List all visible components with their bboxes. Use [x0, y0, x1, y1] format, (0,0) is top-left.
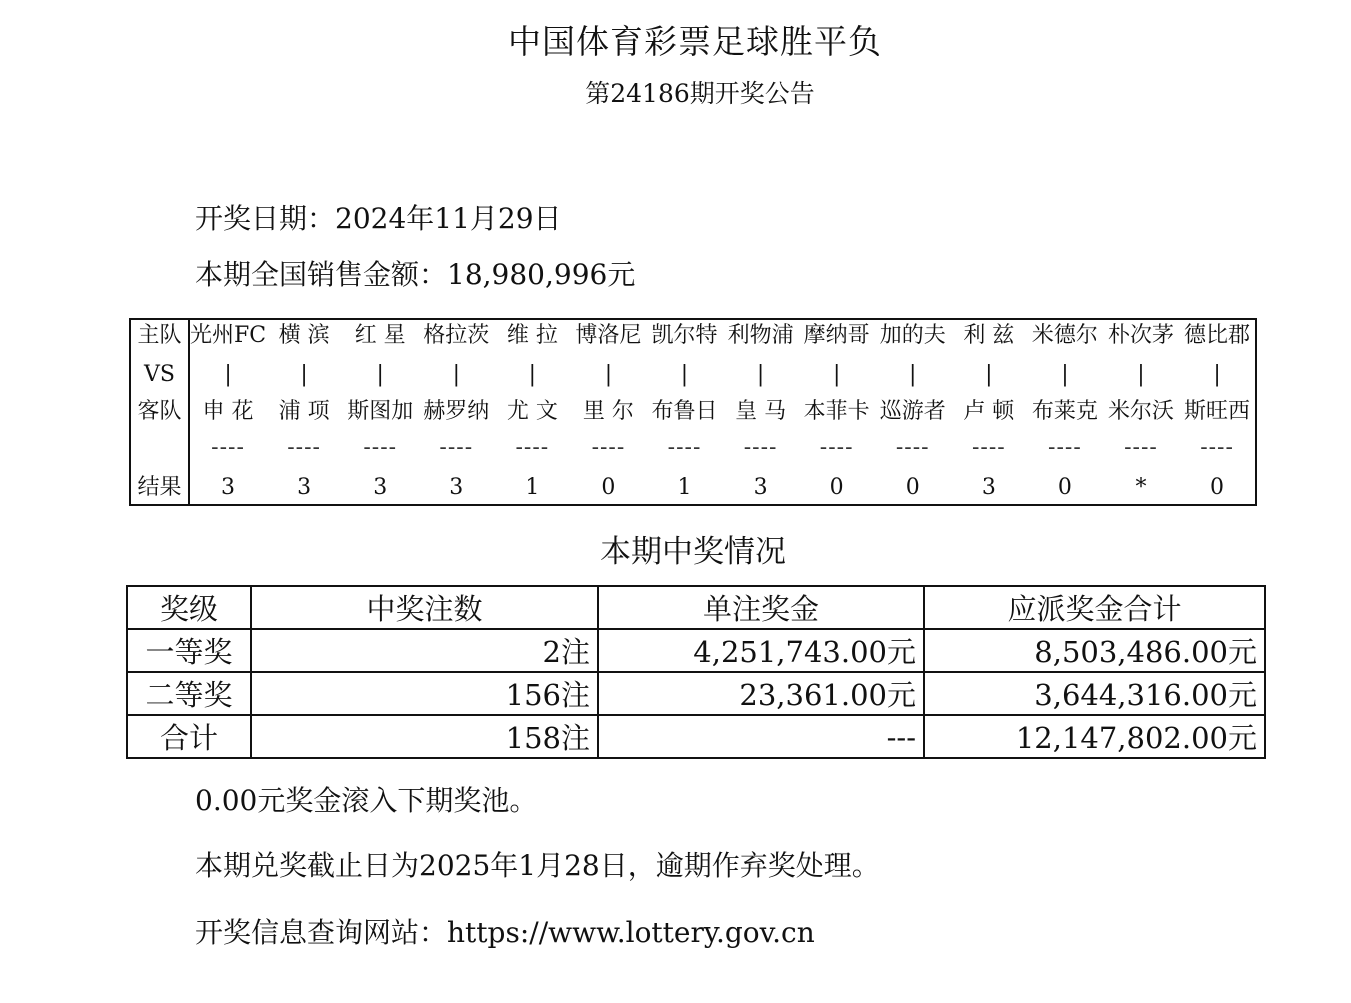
vs-separator: |: [680, 362, 689, 387]
match-result: 3: [981, 475, 996, 500]
away-team: 布莱克: [1031, 399, 1098, 424]
result-label: 结果: [137, 475, 182, 500]
match-column: [1027, 320, 1103, 504]
level-header: 奖级: [127, 586, 251, 629]
unit-prize-header: 单注奖金: [598, 586, 924, 629]
vs-separator: |: [1213, 362, 1221, 387]
vs-separator: |: [376, 362, 384, 387]
home-team: 朴次茅: [1107, 323, 1174, 348]
draw-date: 开奖日期：2024年11月29日: [195, 202, 562, 235]
home-team: 利 兹: [963, 323, 1015, 348]
home-team: 格拉茨: [423, 323, 490, 348]
home-team: 摩纳哥: [803, 323, 870, 348]
away-team: 尤 文: [506, 399, 558, 424]
dash-separator: ----: [363, 435, 398, 460]
vs-separator: |: [604, 362, 613, 387]
dash-separator: ----: [895, 435, 930, 460]
dash-separator: ----: [743, 435, 778, 460]
total-prize-header: 应派奖金合计: [924, 586, 1265, 629]
home-team: 利物浦: [727, 323, 794, 348]
match-column: [570, 320, 646, 504]
match-column: [723, 320, 799, 504]
match-column: [951, 320, 1027, 504]
away-team: 布鲁日: [651, 399, 718, 424]
unit-prize: ---: [598, 715, 924, 758]
match-results-table: [129, 318, 1257, 506]
dash-separator: ----: [211, 435, 245, 460]
match-result: 0: [1057, 475, 1072, 500]
dash-separator: ----: [1048, 435, 1082, 460]
deadline-note: 本期兑奖截止日为2025年1月28日，逾期作弃奖处理。: [195, 849, 880, 882]
total-prize: 12,147,802.00元: [924, 715, 1265, 758]
home-label: 主队: [137, 323, 182, 348]
match-result: *: [1135, 475, 1147, 500]
match-column: [418, 320, 494, 504]
winner-count: 158注: [251, 715, 598, 758]
vs-label: VS: [144, 362, 175, 387]
away-team: 里 尔: [582, 399, 634, 424]
table-row: [127, 629, 1265, 672]
match-column: [494, 320, 570, 504]
home-team: 横 滨: [278, 323, 330, 348]
match-result: 0: [601, 475, 616, 500]
home-team: 红 星: [354, 323, 406, 348]
website-info: 开奖信息查询网站：https://www.lottery.gov.cn: [195, 916, 815, 949]
match-result: 3: [221, 475, 236, 500]
prize-header-row: [127, 586, 1265, 629]
match-column: [342, 320, 418, 504]
total-prize: 8,503,486.00元: [924, 629, 1265, 672]
dash-separator: ----: [1124, 435, 1158, 460]
away-team: 本菲卡: [803, 399, 870, 424]
vs-separator: |: [985, 362, 993, 387]
page-title: 中国体育彩票足球胜平负: [508, 22, 882, 61]
home-team: 米德尔: [1031, 323, 1098, 348]
match-result: 3: [297, 475, 312, 500]
match-column: [266, 320, 342, 504]
home-team: 博洛尼: [575, 323, 642, 348]
vs-separator: |: [224, 362, 232, 387]
dash-separator: ----: [971, 435, 1006, 460]
vs-separator: |: [300, 362, 308, 387]
match-result: 1: [677, 475, 692, 500]
dash-separator: ----: [287, 435, 321, 460]
home-team: 加的夫: [879, 323, 946, 348]
row-labels: [131, 320, 190, 504]
table-row: [127, 715, 1265, 758]
match-result: 3: [373, 475, 388, 500]
match-result: 1: [525, 475, 540, 500]
vs-separator: |: [756, 362, 765, 387]
prize-level: 合计: [127, 715, 251, 758]
away-team: 皇 马: [735, 399, 787, 424]
match-column: [190, 320, 266, 504]
away-team: 赫罗纳: [423, 399, 490, 424]
away-team: 米尔沃: [1107, 399, 1174, 424]
dash-separator: ----: [667, 435, 702, 460]
match-result: 0: [1210, 475, 1225, 500]
prize-table: [126, 585, 1266, 759]
away-team: 巡游者: [879, 399, 946, 424]
count-header: 中奖注数: [251, 586, 598, 629]
away-team: 斯旺西: [1184, 399, 1251, 424]
match-column: [646, 320, 722, 504]
dash-separator: ----: [591, 435, 626, 460]
match-result: 0: [829, 475, 844, 500]
away-team: 浦 项: [278, 399, 330, 424]
match-result: 3: [753, 475, 768, 500]
home-team: 凯尔特: [651, 323, 718, 348]
total-prize: 3,644,316.00元: [924, 672, 1265, 715]
away-team: 申 花: [202, 399, 254, 424]
home-team: 德比郡: [1184, 323, 1251, 348]
prize-level: 二等奖: [127, 672, 251, 715]
match-column: [875, 320, 951, 504]
vs-separator: |: [452, 362, 460, 387]
rollover-note: 0.00元奖金滚入下期奖池。: [195, 784, 538, 817]
match-result: 3: [449, 475, 464, 500]
dash-separator: ----: [439, 435, 474, 460]
away-label: 客队: [137, 399, 182, 424]
match-column: [1103, 320, 1179, 504]
prize-level: 一等奖: [127, 629, 251, 672]
home-team: 光州FC: [190, 323, 267, 348]
dash-separator: ----: [819, 435, 854, 460]
sales-amount: 本期全国销售金额：18,980,996元: [195, 258, 636, 291]
unit-prize: 23,361.00元: [598, 672, 924, 715]
away-team: 斯图加: [347, 399, 414, 424]
match-result: 0: [905, 475, 920, 500]
home-team: 维 拉: [506, 323, 558, 348]
issue-subtitle: 第24186期开奖公告: [585, 79, 815, 108]
unit-prize: 4,251,743.00元: [598, 629, 924, 672]
match-column: [1179, 320, 1255, 504]
dash-separator: ----: [1200, 435, 1234, 460]
dash-separator: ----: [515, 435, 550, 460]
table-row: [127, 672, 1265, 715]
prize-section-title: 本期中奖情况: [600, 534, 786, 570]
winner-count: 156注: [251, 672, 598, 715]
vs-separator: |: [832, 362, 841, 387]
vs-separator: |: [909, 362, 917, 387]
winner-count: 2注: [251, 629, 598, 672]
away-team: 卢 顿: [963, 399, 1015, 424]
vs-separator: |: [528, 362, 537, 387]
match-column: [799, 320, 875, 504]
vs-separator: |: [1137, 362, 1145, 387]
vs-separator: |: [1061, 362, 1069, 387]
